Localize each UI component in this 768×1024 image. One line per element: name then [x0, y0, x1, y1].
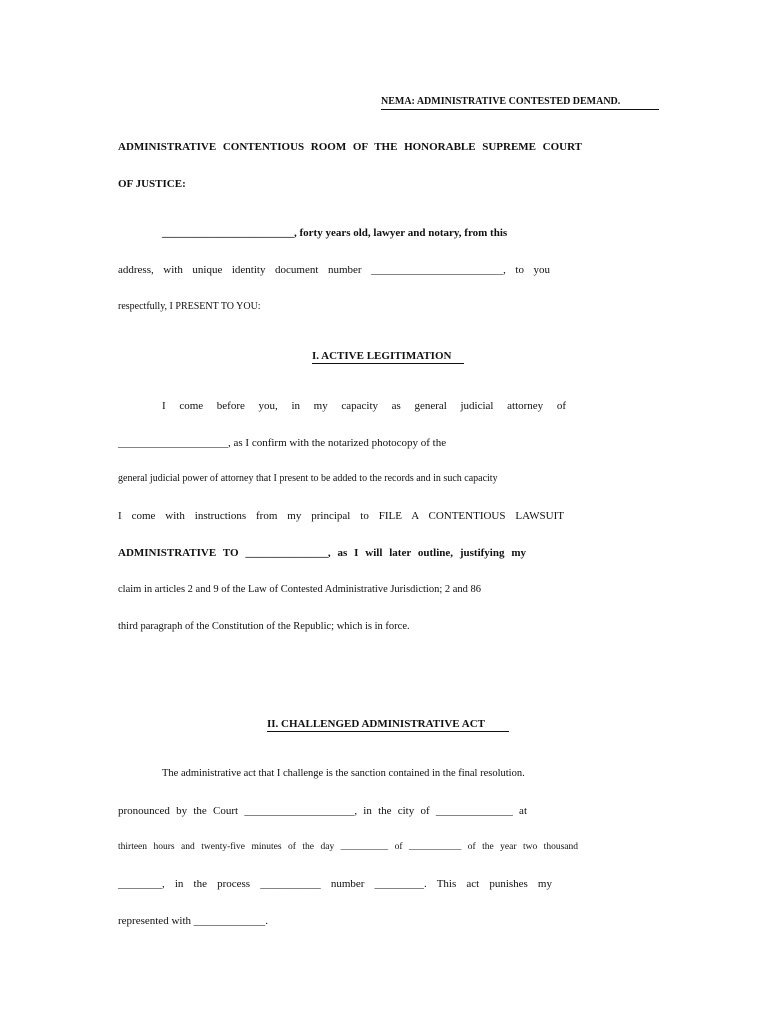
court-title-line-1: ADMINISTRATIVE CONTENTIOUS ROOM OF THE HONORABLE SUPREME COURT — [118, 141, 582, 153]
court-title-line-2: OF JUSTICE: — [118, 178, 186, 190]
intro-line-2: address, with unique identity document number ________________________, to you — [118, 264, 550, 276]
section-1-title: I. ACTIVE LEGITIMATION — [312, 349, 464, 364]
intro-line-3: respectfully, I PRESENT TO YOU: — [118, 301, 261, 312]
section-2-line-4: ________, in the process ___________ number _________. This act punishes my — [118, 878, 552, 890]
section-2-line-3: thirteen hours and twenty-five minutes of the day __________ of ___________ of the year two thousand — [118, 842, 578, 852]
section-2-title: II. CHALLENGED ADMINISTRATIVE ACT — [267, 717, 509, 732]
section-1-line-3: general judicial power of attorney that I present to be added to the records and in such capacity — [118, 473, 498, 484]
intro-line-1: ________________________, forty years old, lawyer and notary, from this — [162, 227, 508, 239]
section-1-line-1: I come before you, in my capacity as general judicial attorney of — [162, 400, 566, 412]
section-2-line-5: represented with _____________. — [118, 915, 268, 927]
section-2-line-1: The administrative act that I challenge is the sanction contained in the final resolution. — [162, 768, 525, 779]
section-1-line-5: ADMINISTRATIVE TO _______________, as I will later outline, justifying my — [118, 547, 526, 559]
section-1-line-7: third paragraph of the Constitution of the Republic; which is in force. — [118, 621, 410, 632]
section-1-line-4: I come with instructions from my principal to FILE A CONTENTIOUS LAWSUIT — [118, 510, 564, 522]
section-1-line-6: claim in articles 2 and 9 of the Law of Contested Administrative Jurisdiction; 2 and 86 — [118, 584, 482, 595]
section-1-line-2: ____________________, as I confirm with the notarized photocopy of the — [118, 437, 447, 449]
document-header: NEMA: ADMINISTRATIVE CONTESTED DEMAND. — [381, 95, 659, 110]
section-2-line-2: pronounced by the Court ____________________, in the city of ______________ at — [118, 805, 527, 817]
